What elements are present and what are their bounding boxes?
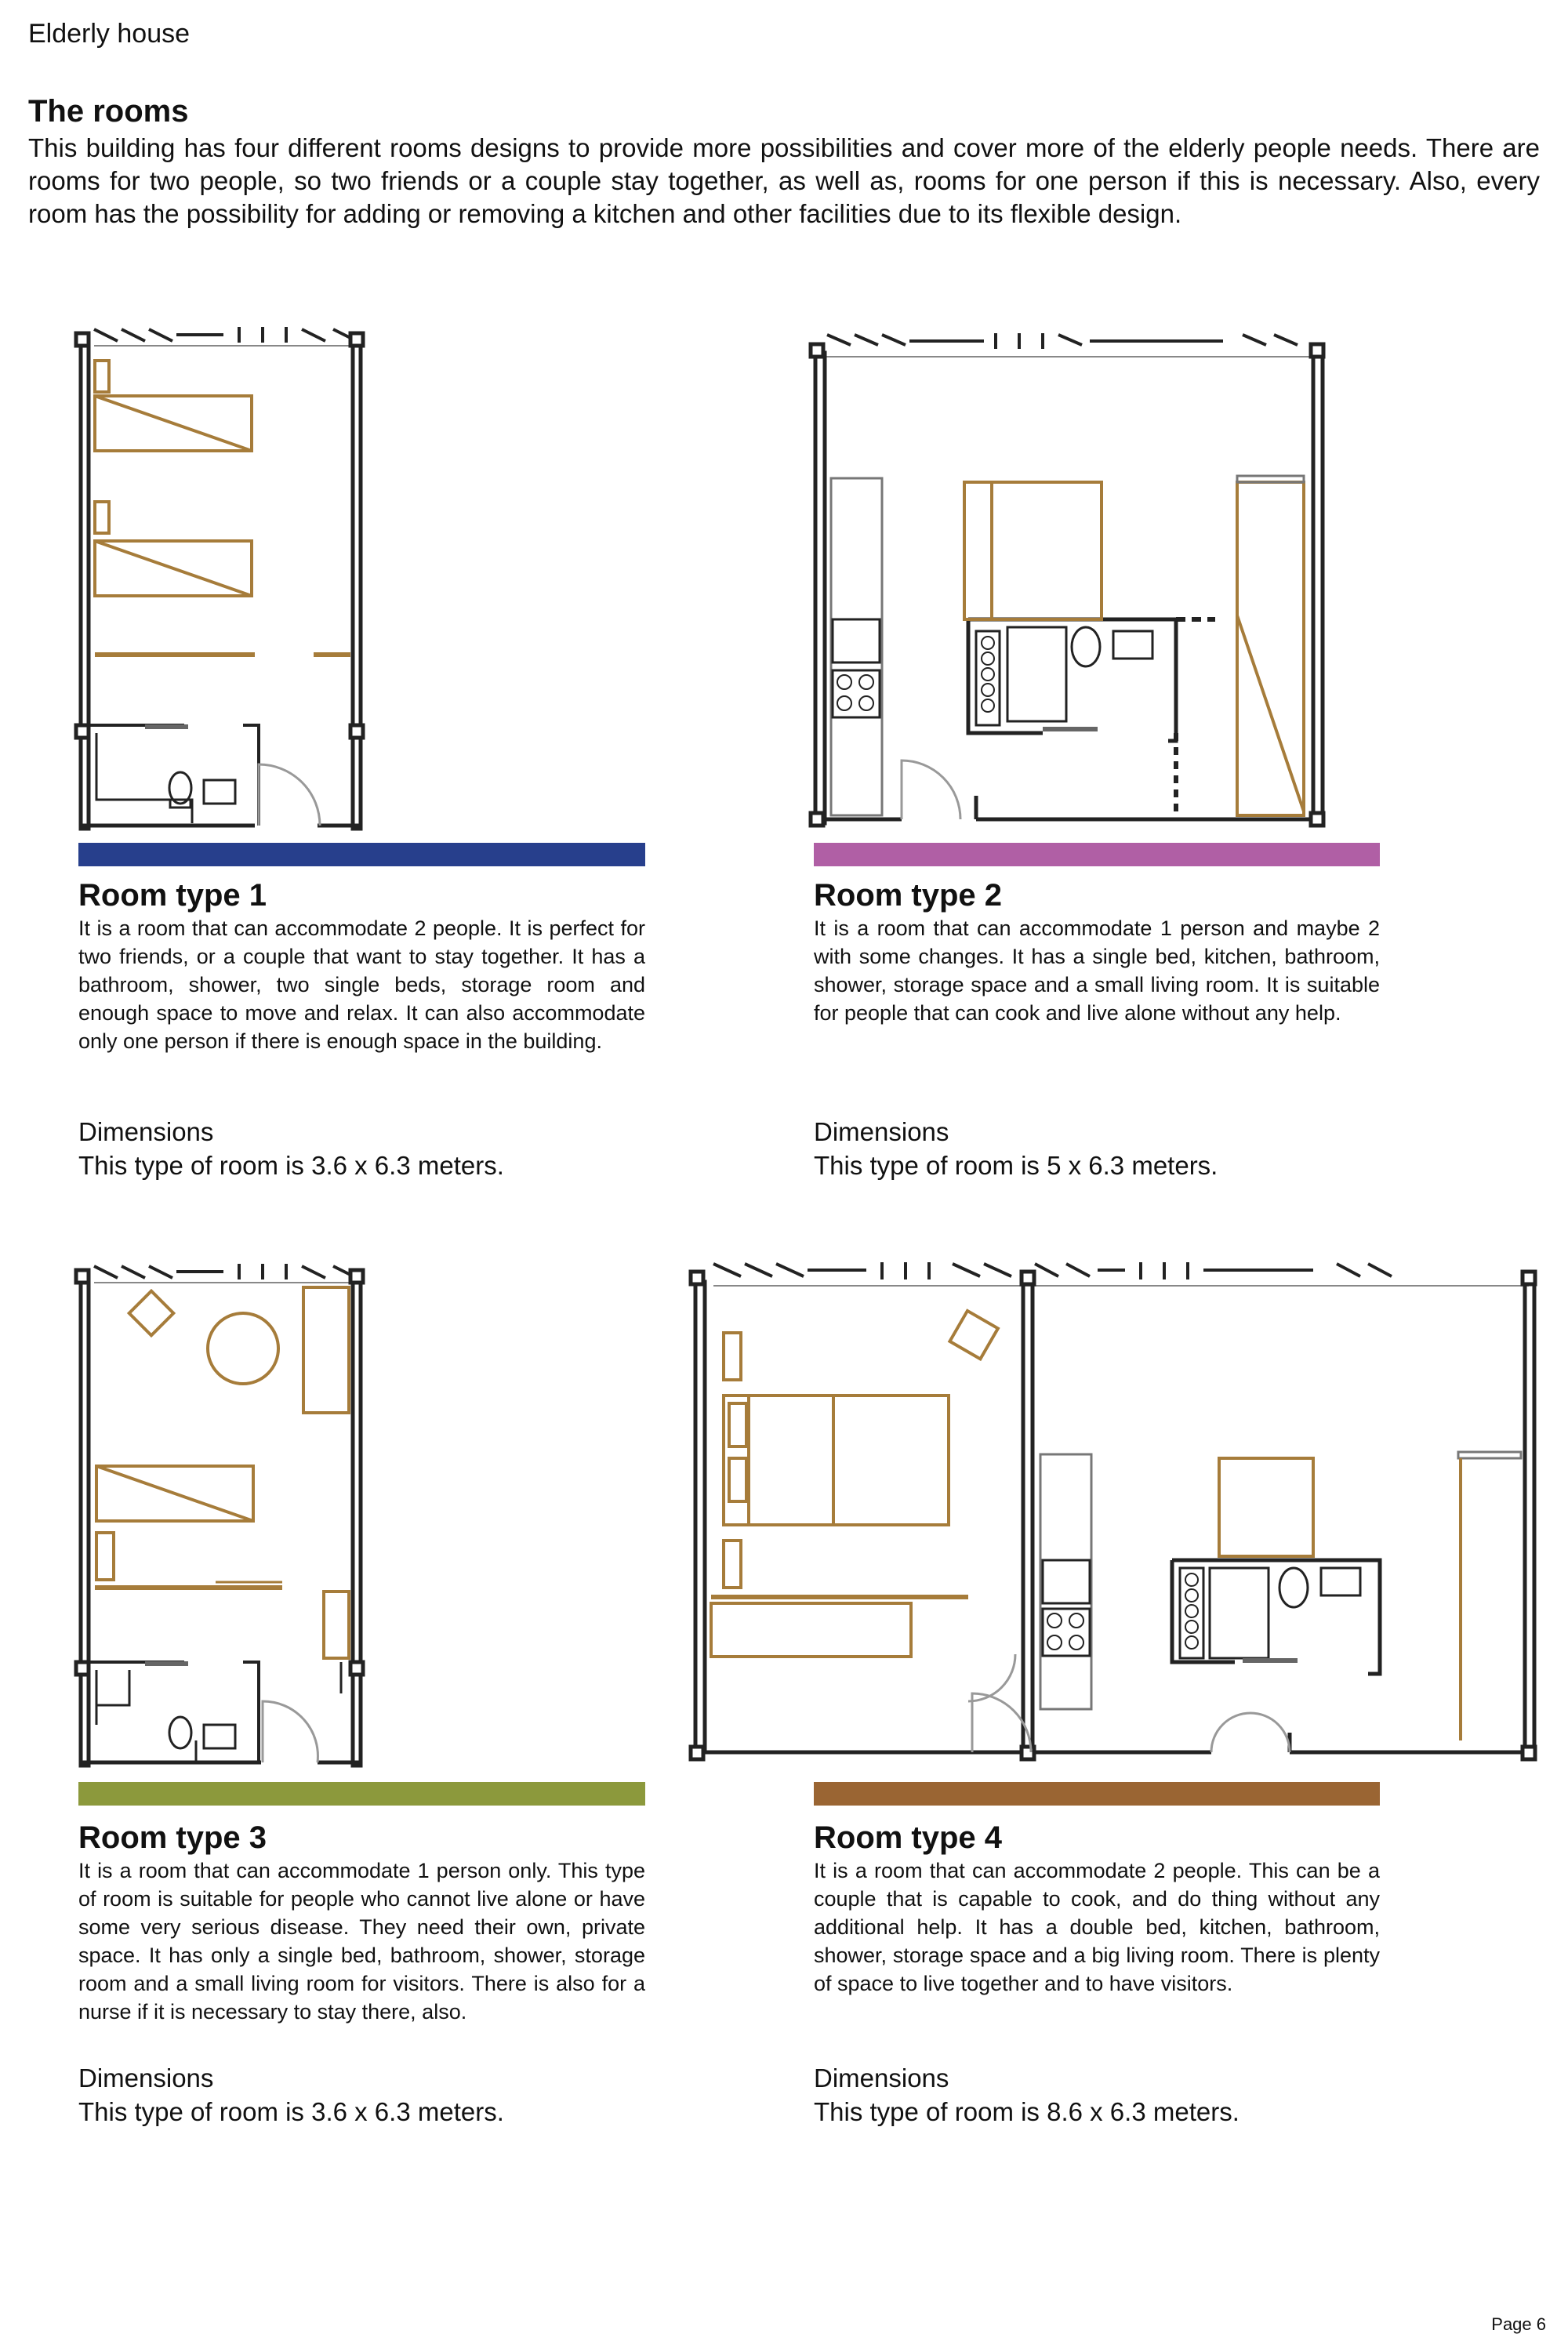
room-type-4-dimensions-value: This type of room is 8.6 x 6.3 meters. bbox=[814, 2097, 1240, 2126]
section-title: The rooms bbox=[28, 94, 189, 129]
room-type-4-color-bar bbox=[814, 1782, 1380, 1806]
room-type-1-dimensions-label: Dimensions bbox=[78, 1117, 214, 1146]
room-type-2-title: Room type 2 bbox=[814, 878, 1003, 913]
room-type-3-color-bar bbox=[78, 1782, 645, 1806]
room-type-3-description: It is a room that can accommodate 1 person only. This type of room is suitable for people who cannot live alone or have some very serious disease. They need their own, private space. It has only a single bed, bathroom, shower, storage room and a small living room for visitors. There is also for a nurse if it is necessary to stay there, also. bbox=[78, 1859, 645, 2024]
floor-plan-drawing bbox=[686, 1247, 1541, 1780]
room-type-1-floor-plan bbox=[74, 318, 380, 835]
intro-paragraph: This building has four different rooms designs to provide more possibilities and cover more of the elderly people needs. There are rooms for two people, so two friends or a couple stay together, as well as, rooms for one person if this is necessary. Also, every room has the possibility for adding or removing a kitchen and other facilities due to its flexible design. bbox=[28, 133, 1540, 228]
room-type-2-floor-plan bbox=[808, 325, 1325, 835]
room-type-1-dimensions-value: This type of room is 3.6 x 6.3 meters. bbox=[78, 1151, 504, 1180]
room-type-3-title: Room type 3 bbox=[78, 1820, 267, 1855]
room-type-4-description: It is a room that can accommodate 2 people. This can be a couple that is capable to cook, and do thing without any additional help. It has a double bed, kitchen, bathroom, shower, storage space and a big living room. There is plenty of space to live together and to have visitors. bbox=[814, 1859, 1380, 1995]
floor-plan-drawing bbox=[74, 1254, 380, 1772]
room-type-2-dimensions-label: Dimensions bbox=[814, 1117, 949, 1146]
room-type-4-dimensions-label: Dimensions bbox=[814, 2063, 949, 2092]
room-type-2-color-bar bbox=[814, 843, 1380, 866]
floor-plan-drawing bbox=[808, 325, 1325, 835]
room-type-3-dimensions-value: This type of room is 3.6 x 6.3 meters. bbox=[78, 2097, 504, 2126]
room-type-1-description: It is a room that can accommodate 2 people. It is perfect for two friends, or a couple that want to stay together. It has a bathroom, shower, two single beds, storage room and enough space to move and relax. It can also accommodate only one person if there is enough space in the building. bbox=[78, 916, 645, 1053]
page-number: Page 6 bbox=[1491, 2314, 1546, 2334]
room-type-3-floor-plan bbox=[74, 1254, 380, 1772]
room-type-3-dimensions-label: Dimensions bbox=[78, 2063, 214, 2092]
room-type-2-description: It is a room that can accommodate 1 person and maybe 2 with some changes. It has a single bed, kitchen, bathroom, shower, storage space and a small living room. It is suitable for people that can cook and live alone without any help. bbox=[814, 916, 1380, 1025]
room-type-2-dimensions-value: This type of room is 5 x 6.3 meters. bbox=[814, 1151, 1218, 1180]
room-type-4-title: Room type 4 bbox=[814, 1820, 1003, 1855]
room-type-4-floor-plan bbox=[686, 1247, 1541, 1780]
room-type-1-color-bar bbox=[78, 843, 645, 866]
room-type-1-title: Room type 1 bbox=[78, 878, 267, 913]
floor-plan-drawing bbox=[74, 318, 380, 835]
document-header: Elderly house bbox=[28, 19, 191, 49]
